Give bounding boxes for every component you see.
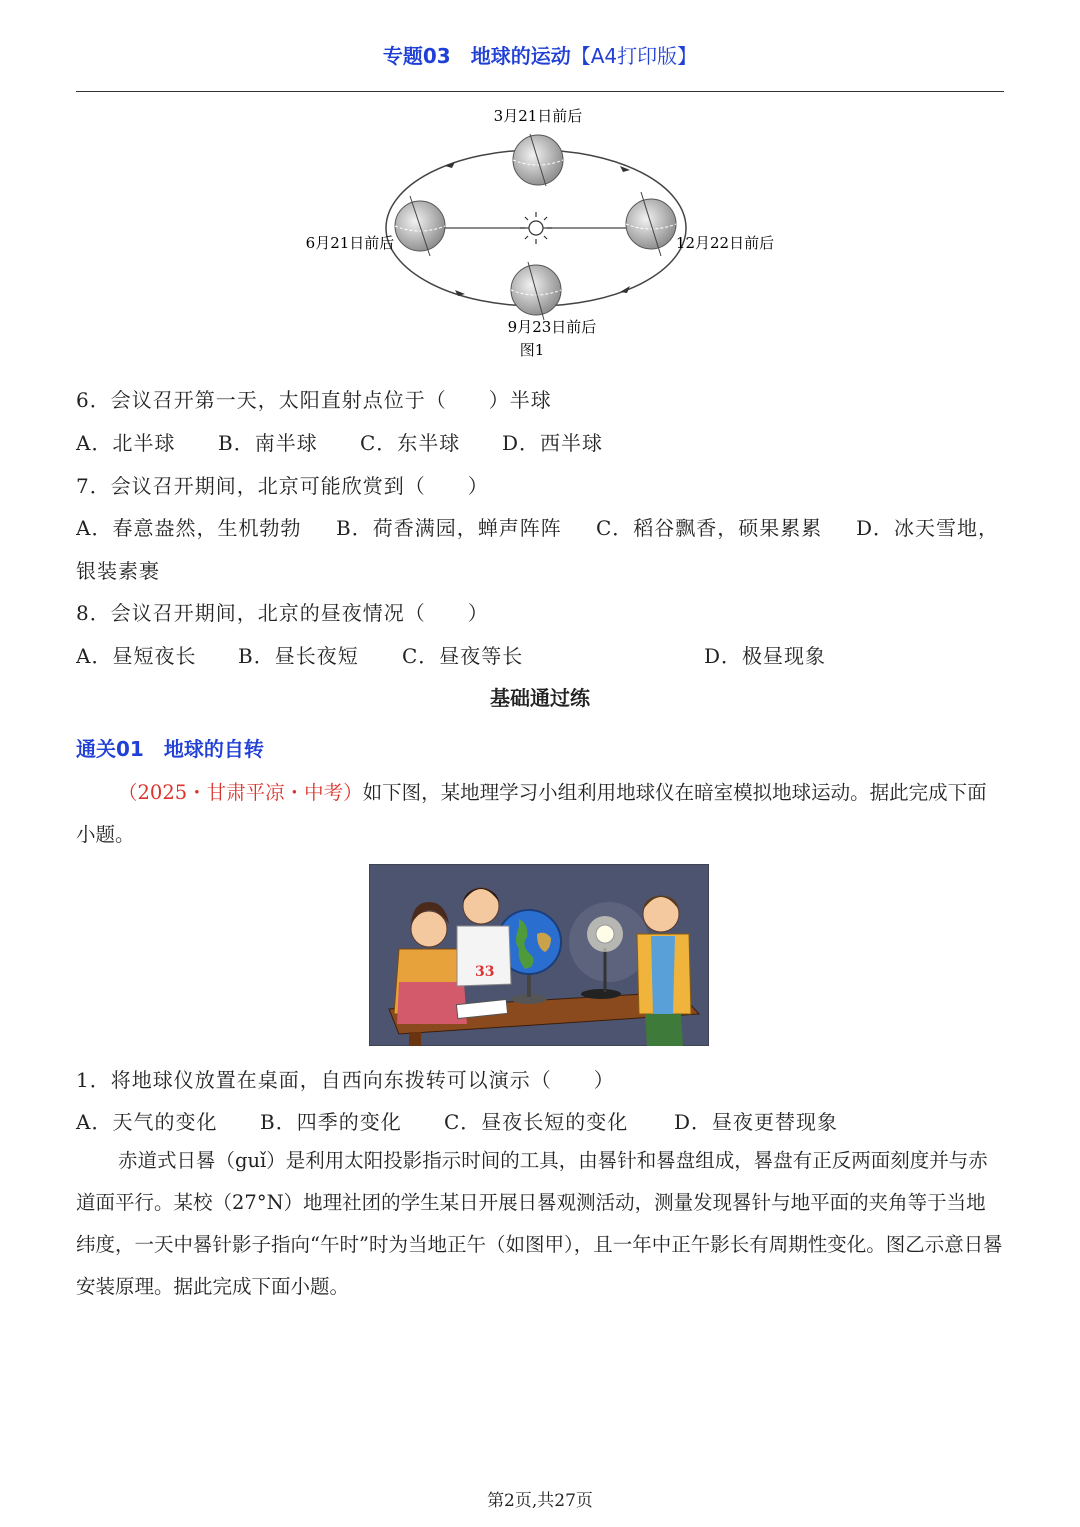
q7-option-c[interactable]: C．稻谷飘香，硕果累累 — [596, 516, 823, 540]
q8-option-c[interactable]: C．昼夜等长 — [402, 644, 524, 668]
section-title: 基础通过练 — [490, 686, 590, 710]
q6-option-a[interactable]: A．北半球 — [76, 431, 176, 455]
label-march-21: 3月21日前后 — [493, 107, 583, 125]
q1-option-c[interactable]: C．昼夜长短的变化 — [444, 1110, 629, 1134]
earth-globe-top — [513, 134, 563, 186]
figure-caption: 图1 — [519, 341, 545, 359]
shirt-number: 33 — [475, 964, 495, 980]
q7-option-b[interactable]: B．荷香满园，蝉声阵阵 — [336, 516, 562, 540]
q6-stem: 6．会议召开第一天，太阳直射点位于（ ）半球 — [76, 388, 552, 412]
intro-paragraph — [76, 772, 1004, 856]
page-header-title — [0, 40, 1080, 69]
q7-options — [76, 512, 999, 541]
lamp-base — [581, 989, 621, 999]
q8-options — [76, 640, 826, 669]
globe-experiment-illustration — [369, 864, 709, 1046]
q8-option-a[interactable]: A．昼短夜长 — [76, 644, 197, 668]
sundial-passage: 赤道式日晷（guǐ）是利用太阳投影指示时间的工具，由晷针和晷盘组成，晷盘有正反两面刻度并与赤道面平行。某校（27°N）地理社团的学生某日开展日晷观测活动，测量发现晷针与地平面的夹角等于当地纬度，一天中晷针影子指向“午时”时为当地正午（如图甲），且一年中正午影长有周期性变化。图乙示意日晷安装原理。据此完成下面小题。 — [76, 1149, 1003, 1298]
q7-option-a[interactable]: A．春意盎然，生机勃勃 — [76, 516, 302, 540]
sun-icon — [520, 212, 552, 244]
q6-option-b[interactable]: B．南半球 — [218, 431, 318, 455]
subsection-title: 通关01 地球的自转 — [76, 737, 264, 761]
q1-option-a[interactable]: A．天气的变化 — [76, 1110, 218, 1134]
q6-option-c[interactable]: C．东半球 — [360, 431, 461, 455]
label-december-22: 12月22日前后 — [675, 234, 775, 252]
earth-globe-left — [395, 196, 445, 256]
page-footer: 第2页,共27页 — [487, 1491, 593, 1511]
header-title-text: 专题03 地球的运动 — [382, 44, 571, 68]
label-june-21: 6月21日前后 — [305, 234, 395, 252]
q1-option-d[interactable]: D．昼夜更替现象 — [674, 1110, 839, 1134]
q1-option-b[interactable]: B．四季的变化 — [260, 1110, 402, 1134]
earth-globe-right — [626, 192, 676, 256]
header-divider — [76, 91, 1004, 92]
q1-stem: 1．将地球仪放置在桌面，自西向东拨转可以演示（ ） — [76, 1068, 615, 1092]
q1-options — [76, 1106, 838, 1135]
q8-option-b[interactable]: B．昼长夜短 — [238, 644, 359, 668]
earth-globe-bottom — [511, 262, 561, 320]
label-september-23: 9月23日前后 — [507, 318, 597, 336]
earth-revolution-figure — [290, 100, 810, 365]
q6-option-d[interactable]: D．西半球 — [502, 431, 604, 455]
header-title-suffix: 【A4打印版】 — [570, 44, 698, 68]
q8-option-d[interactable]: D．极昼现象 — [704, 644, 827, 668]
q7-option-d[interactable]: D．冰天雪地， — [856, 516, 1000, 540]
question-source: （2025・甘肃平凉・中考） — [118, 781, 363, 804]
q7-option-d-wrap: 银装素裹 — [76, 559, 160, 583]
q8-stem: 8．会议召开期间，北京的昼夜情况（ ） — [76, 601, 489, 625]
q7-stem: 7．会议召开期间，北京可能欣赏到（ ） — [76, 474, 489, 498]
q6-options — [76, 427, 603, 456]
intro-text: 如下图，某地理学习小组利用地球仪在暗室模拟地球运动。据此完成下面小题。 — [76, 781, 987, 846]
